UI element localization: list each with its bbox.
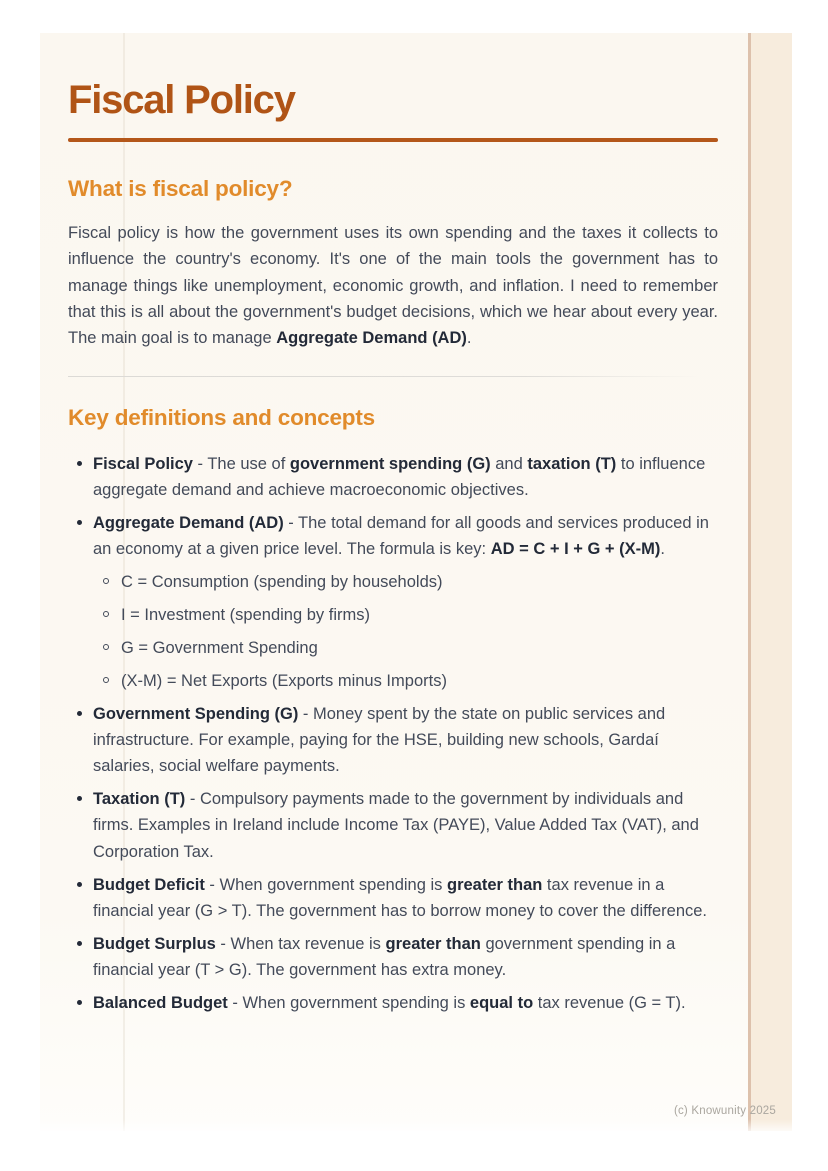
- list-item-balanced-budget: [68, 990, 718, 1016]
- page-content: [68, 78, 718, 1016]
- sublist-item-text: C = Consumption (spending by households): [121, 572, 443, 591]
- list-item-text: Taxation (T) - Compulsory payments made to the government by individuals and firms. Examples in Ireland include Income Tax (PAYE), Value Added Tax (VAT), and Corporation Tax.: [93, 790, 699, 861]
- sublist-item-text: (X-M) = Net Exports (Exports minus Imports): [121, 672, 447, 691]
- sublist-item-net-exports: [101, 668, 718, 694]
- bullet-dot-icon: [68, 451, 93, 503]
- list-item-text: Budget Deficit - When government spending is greater than tax revenue in a financial year (G > T). The government has to borrow money to cover the difference.: [93, 875, 708, 920]
- sublist-item-consumption: [101, 569, 718, 595]
- section-heading-what-is-fiscal-policy: What is fiscal policy?: [68, 176, 293, 201]
- list-item-text: Fiscal Policy - The use of government spending (G) and taxation (T) to influence aggregate demand and achieve macroeconomic objectives.: [93, 454, 706, 499]
- list-item-government-spending: [68, 701, 718, 779]
- bullet-dot-icon: [68, 872, 93, 924]
- section-heading-key-definitions: Key definitions and concepts: [68, 404, 375, 430]
- section-divider: [68, 376, 718, 377]
- list-item-budget-deficit: [68, 872, 718, 924]
- list-item-budget-surplus: [68, 931, 718, 983]
- watermark: (c) Knowunity 2025: [673, 1105, 776, 1117]
- circle-bullet-icon: [101, 569, 121, 595]
- circle-bullet-icon: [101, 635, 121, 661]
- list-item-aggregate-demand: [68, 510, 718, 694]
- page-title: Fiscal Policy: [68, 78, 295, 122]
- list-item-text: Government Spending (G) - Money spent by the state on public services and infrastructure. For example, paying for the HSE, building new schools, Gardaí salaries, social welfare payments.: [93, 705, 666, 776]
- bullet-dot-icon: [68, 931, 93, 983]
- list-item-text: Budget Surplus - When tax revenue is greater than government spending in a financial year (T > G). The government has extra money.: [93, 934, 676, 979]
- bullet-dot-icon: [68, 786, 93, 864]
- bullet-dot-icon: [68, 701, 93, 779]
- sublist-item-text: I = Investment (spending by firms): [121, 606, 370, 625]
- intro-paragraph: Fiscal policy is how the government uses its own spending and the taxes it collects to influence the country's economy. It's one of the main tools the government has to manage things like unemployment, economic growth, and inflation. I need to remember that this is all about the government's budget decisions, which we hear about every year. The main goal is to manage Aggregate Demand (AD).: [68, 223, 718, 348]
- definitions-list: [68, 451, 718, 1016]
- circle-bullet-icon: [101, 602, 121, 628]
- list-item-text: Balanced Budget - When government spending is equal to tax revenue (G = T).: [93, 993, 686, 1012]
- list-item-main-text: Aggregate Demand (AD) - The total demand for all goods and services produced in an economy at a given price level. The formula is key: AD = C + I + G + (X-M).: [93, 513, 709, 558]
- circle-bullet-icon: [101, 668, 121, 694]
- title-underline-rule: [68, 138, 718, 142]
- sublist-item-text: G = Government Spending: [121, 639, 318, 658]
- list-item-fiscal-policy: [68, 451, 718, 503]
- sublist-item-investment: [101, 602, 718, 628]
- list-item-taxation: [68, 786, 718, 864]
- bullet-dot-icon: [68, 990, 93, 1016]
- document-page: [40, 33, 792, 1131]
- page-edge-strip: [748, 33, 792, 1131]
- sublist-item-government-spending: [101, 635, 718, 661]
- bullet-dot-icon: [68, 510, 93, 694]
- ad-components-sublist: [93, 569, 718, 694]
- list-item-text: [93, 510, 718, 694]
